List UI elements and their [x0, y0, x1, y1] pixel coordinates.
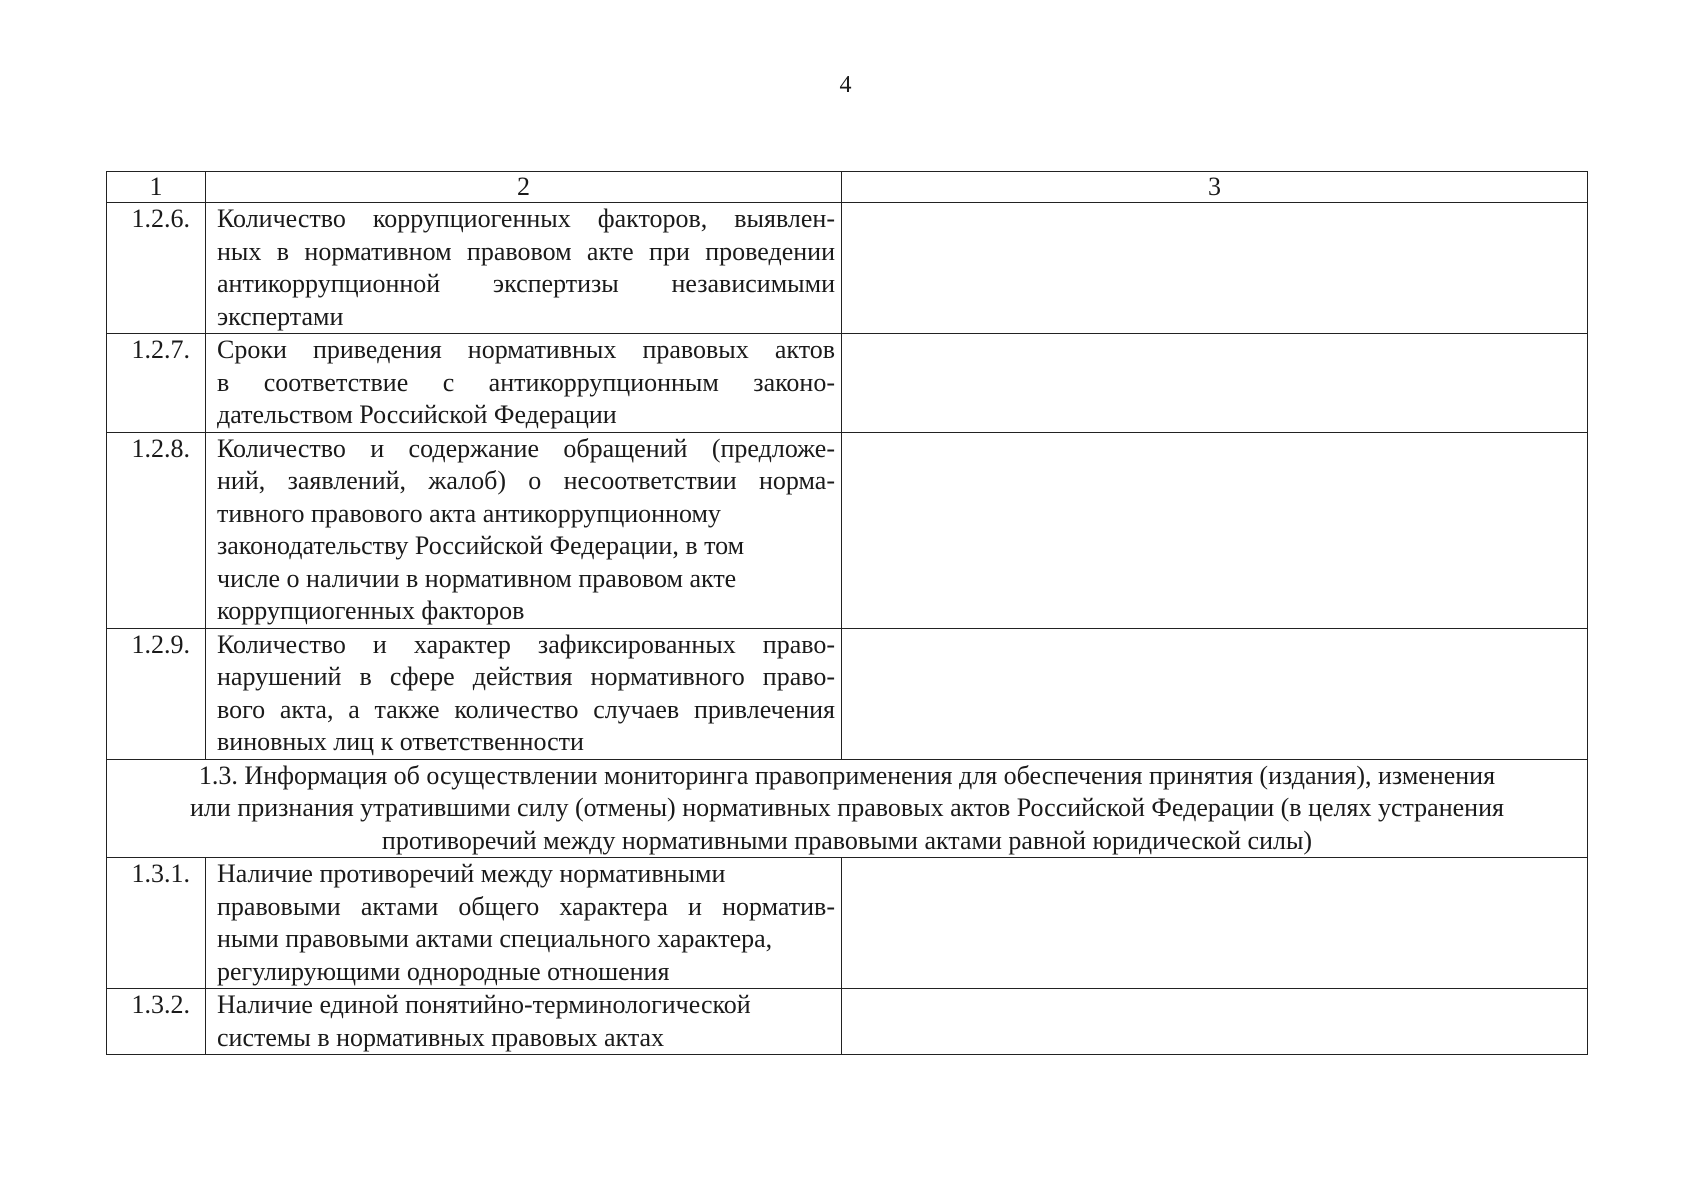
- item-number: 1.2.8.: [107, 432, 206, 628]
- text-line: Количество и содержание обращений (предложе-: [217, 433, 835, 463]
- text-line: экспертами: [217, 301, 344, 331]
- item-number: 1.2.6.: [107, 203, 206, 334]
- table-row: [107, 989, 1588, 1055]
- text-line: законодательству Российской Федерации, в том: [217, 531, 745, 560]
- text-line: в соответствие с антикоррупционным законо-: [217, 367, 835, 397]
- item-number: 1.2.9.: [107, 628, 206, 759]
- text-line: дательством Российской Федерации: [217, 400, 617, 429]
- text-line: виновных лиц к ответственности: [217, 727, 584, 756]
- section-heading: [107, 759, 1588, 858]
- text-line: системы в нормативных правовых актах: [217, 1022, 665, 1052]
- text-line: ных в нормативном правовом акте при проведении: [217, 236, 835, 266]
- column-number-2: 2: [206, 172, 842, 203]
- table-row: [107, 858, 1588, 989]
- value-cell: [842, 334, 1588, 433]
- value-cell: [842, 858, 1588, 989]
- item-number: 1.3.1.: [107, 858, 206, 989]
- section-line: противоречий между нормативными правовыми актами равной юридической силы): [381, 825, 1313, 855]
- section-row: [107, 759, 1588, 858]
- text-line: Наличие единой понятийно-терминологической: [217, 990, 751, 1019]
- value-cell: [842, 628, 1588, 759]
- indicator-text: [206, 858, 842, 989]
- value-cell: [842, 989, 1588, 1055]
- text-line: Сроки приведения нормативных правовых актов: [217, 335, 835, 364]
- item-number: 1.3.2.: [107, 989, 206, 1055]
- text-line: правовыми актами общего характера и норматив-: [217, 891, 835, 921]
- text-line: вого акта, а также количество случаев привлечения: [217, 694, 835, 724]
- table-row: [107, 432, 1588, 628]
- text-line: регулирующими однородные отношения: [217, 956, 670, 986]
- text-line: Наличие противоречий между нормативными: [217, 859, 726, 888]
- indicator-text: [206, 628, 842, 759]
- table-row: [107, 203, 1588, 334]
- text-line: Количество коррупциогенных факторов, выявлен-: [217, 204, 835, 233]
- text-line: антикоррупционной экспертизы независимыми: [217, 269, 835, 298]
- page-number: 4: [839, 72, 852, 98]
- monitoring-table: [106, 171, 1588, 1055]
- indicator-text: [206, 334, 842, 433]
- table-row: [107, 628, 1588, 759]
- column-number-1: 1: [107, 172, 206, 203]
- table-header-row: [107, 172, 1588, 203]
- indicator-text: [206, 203, 842, 334]
- text-line: ными правовыми актами специального характера,: [217, 924, 773, 953]
- value-cell: [842, 432, 1588, 628]
- text-line: коррупциогенных факторов: [217, 596, 525, 625]
- item-number: 1.2.7.: [107, 334, 206, 433]
- text-line: тивного правового акта антикоррупционному: [217, 498, 721, 528]
- indicator-text: [206, 432, 842, 628]
- section-line: 1.3. Информация об осуществлении мониторинга правоприменения для обеспечения принятия (издания), изменения: [198, 760, 1496, 790]
- text-line: ний, заявлений, жалоб) о несоответствии норма-: [217, 466, 835, 495]
- text-line: нарушений в сфере действия нормативного право-: [217, 662, 835, 691]
- value-cell: [842, 203, 1588, 334]
- section-line: или признания утратившими силу (отмены) нормативных правовых актов Российской Федерации (в целях устранения: [190, 793, 1504, 822]
- text-line: числе о наличии в нормативном правовом акте: [217, 563, 737, 593]
- column-number-3: 3: [842, 172, 1588, 203]
- table-row: [107, 334, 1588, 433]
- indicator-text: [206, 989, 842, 1055]
- text-line: Количество и характер зафиксированных право-: [217, 629, 835, 659]
